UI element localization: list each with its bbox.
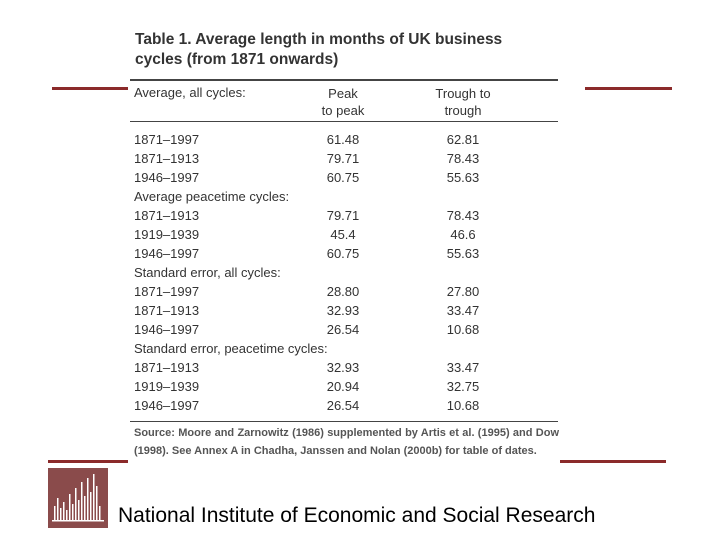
table-row [128, 149, 558, 168]
peak-cell: 28.80 [326, 284, 360, 299]
trough-cell: 46.6 [450, 227, 476, 242]
trough-cell: 33.47 [446, 360, 480, 375]
niesr-logo [48, 468, 108, 528]
header-peak-line2: to peak [321, 103, 365, 118]
peak-cell: 60.75 [326, 246, 360, 261]
table-row [128, 225, 558, 244]
period-cell: 1919–1939 [134, 227, 200, 242]
peak-cell: 45.4 [330, 227, 356, 242]
period-cell: 1946–1997 [134, 398, 200, 413]
trough-cell: 32.75 [446, 379, 480, 394]
organization-name: National Institute of Economic and Social Research [118, 504, 596, 527]
period-cell: 1871–1997 [134, 132, 200, 147]
peak-cell: 79.71 [326, 208, 360, 223]
peak-cell: 32.93 [326, 360, 360, 375]
trough-cell: 10.68 [446, 398, 480, 413]
group-label: Standard error, all cycles: [134, 265, 281, 280]
table-row [128, 358, 558, 377]
table-title [135, 30, 558, 70]
period-cell: 1919–1939 [134, 379, 200, 394]
header-trough-line1: Trough to [435, 86, 491, 101]
period-cell: 1871–1913 [134, 360, 200, 375]
header-first-col: Average, all cycles: [134, 85, 246, 100]
table-row [128, 301, 558, 320]
table-row [128, 377, 558, 396]
trough-cell: 33.47 [446, 303, 480, 318]
peak-cell: 32.93 [326, 303, 360, 318]
table-row [128, 396, 558, 415]
trough-cell: 62.81 [446, 132, 480, 147]
period-cell: 1946–1997 [134, 246, 200, 261]
period-cell: 1946–1997 [134, 170, 200, 185]
peak-cell: 20.94 [326, 379, 360, 394]
group-label: Standard error, peacetime cycles: [134, 341, 328, 356]
peak-cell: 61.48 [326, 132, 360, 147]
peak-cell: 26.54 [326, 322, 360, 337]
peak-cell: 79.71 [326, 151, 360, 166]
bottom-right-rule [560, 460, 666, 463]
table-body [128, 130, 558, 415]
table-source-note: Source: Moore and Zarnowitz (1986) supplemented by Artis et al. (1995) and Dow (1998). See Annex A in Chadha, Janssen and Nolan (2000b) for table of dates. [134, 427, 559, 457]
top-right-rule [585, 87, 672, 90]
bottom-left-rule [48, 460, 130, 463]
header-peak-line1: Peak [328, 86, 358, 101]
period-cell: 1871–1913 [134, 303, 200, 318]
trough-cell: 10.68 [446, 322, 480, 337]
table-image [128, 30, 558, 480]
period-cell: 1871–1913 [134, 151, 200, 166]
trough-cell: 55.63 [446, 170, 480, 185]
peak-cell: 60.75 [326, 170, 360, 185]
table-row [128, 130, 558, 149]
table-title-line1: Table 1. Average length in months of UK business [135, 31, 503, 48]
table-row [128, 206, 558, 225]
table-row [128, 244, 558, 263]
header-trough-col [418, 85, 508, 119]
header-trough-line2: trough [444, 103, 482, 118]
period-cell: 1871–1913 [134, 208, 200, 223]
trough-cell: 78.43 [446, 208, 480, 223]
group-label: Average peacetime cycles: [134, 189, 290, 204]
table-row [128, 320, 558, 339]
logo-bars-icon [48, 468, 108, 528]
trough-cell: 27.80 [446, 284, 480, 299]
trough-cell: 78.43 [446, 151, 480, 166]
period-cell: 1946–1997 [134, 322, 200, 337]
table-row [128, 168, 558, 187]
table-header-rule [130, 121, 558, 122]
header-peak-col [298, 85, 388, 119]
top-left-rule [52, 87, 130, 90]
table-header [128, 81, 558, 117]
peak-cell: 26.54 [326, 398, 360, 413]
table-row [128, 282, 558, 301]
period-cell: 1871–1997 [134, 284, 200, 299]
table-title-line2: cycles (from 1871 onwards) [135, 51, 339, 68]
trough-cell: 55.63 [446, 246, 480, 261]
